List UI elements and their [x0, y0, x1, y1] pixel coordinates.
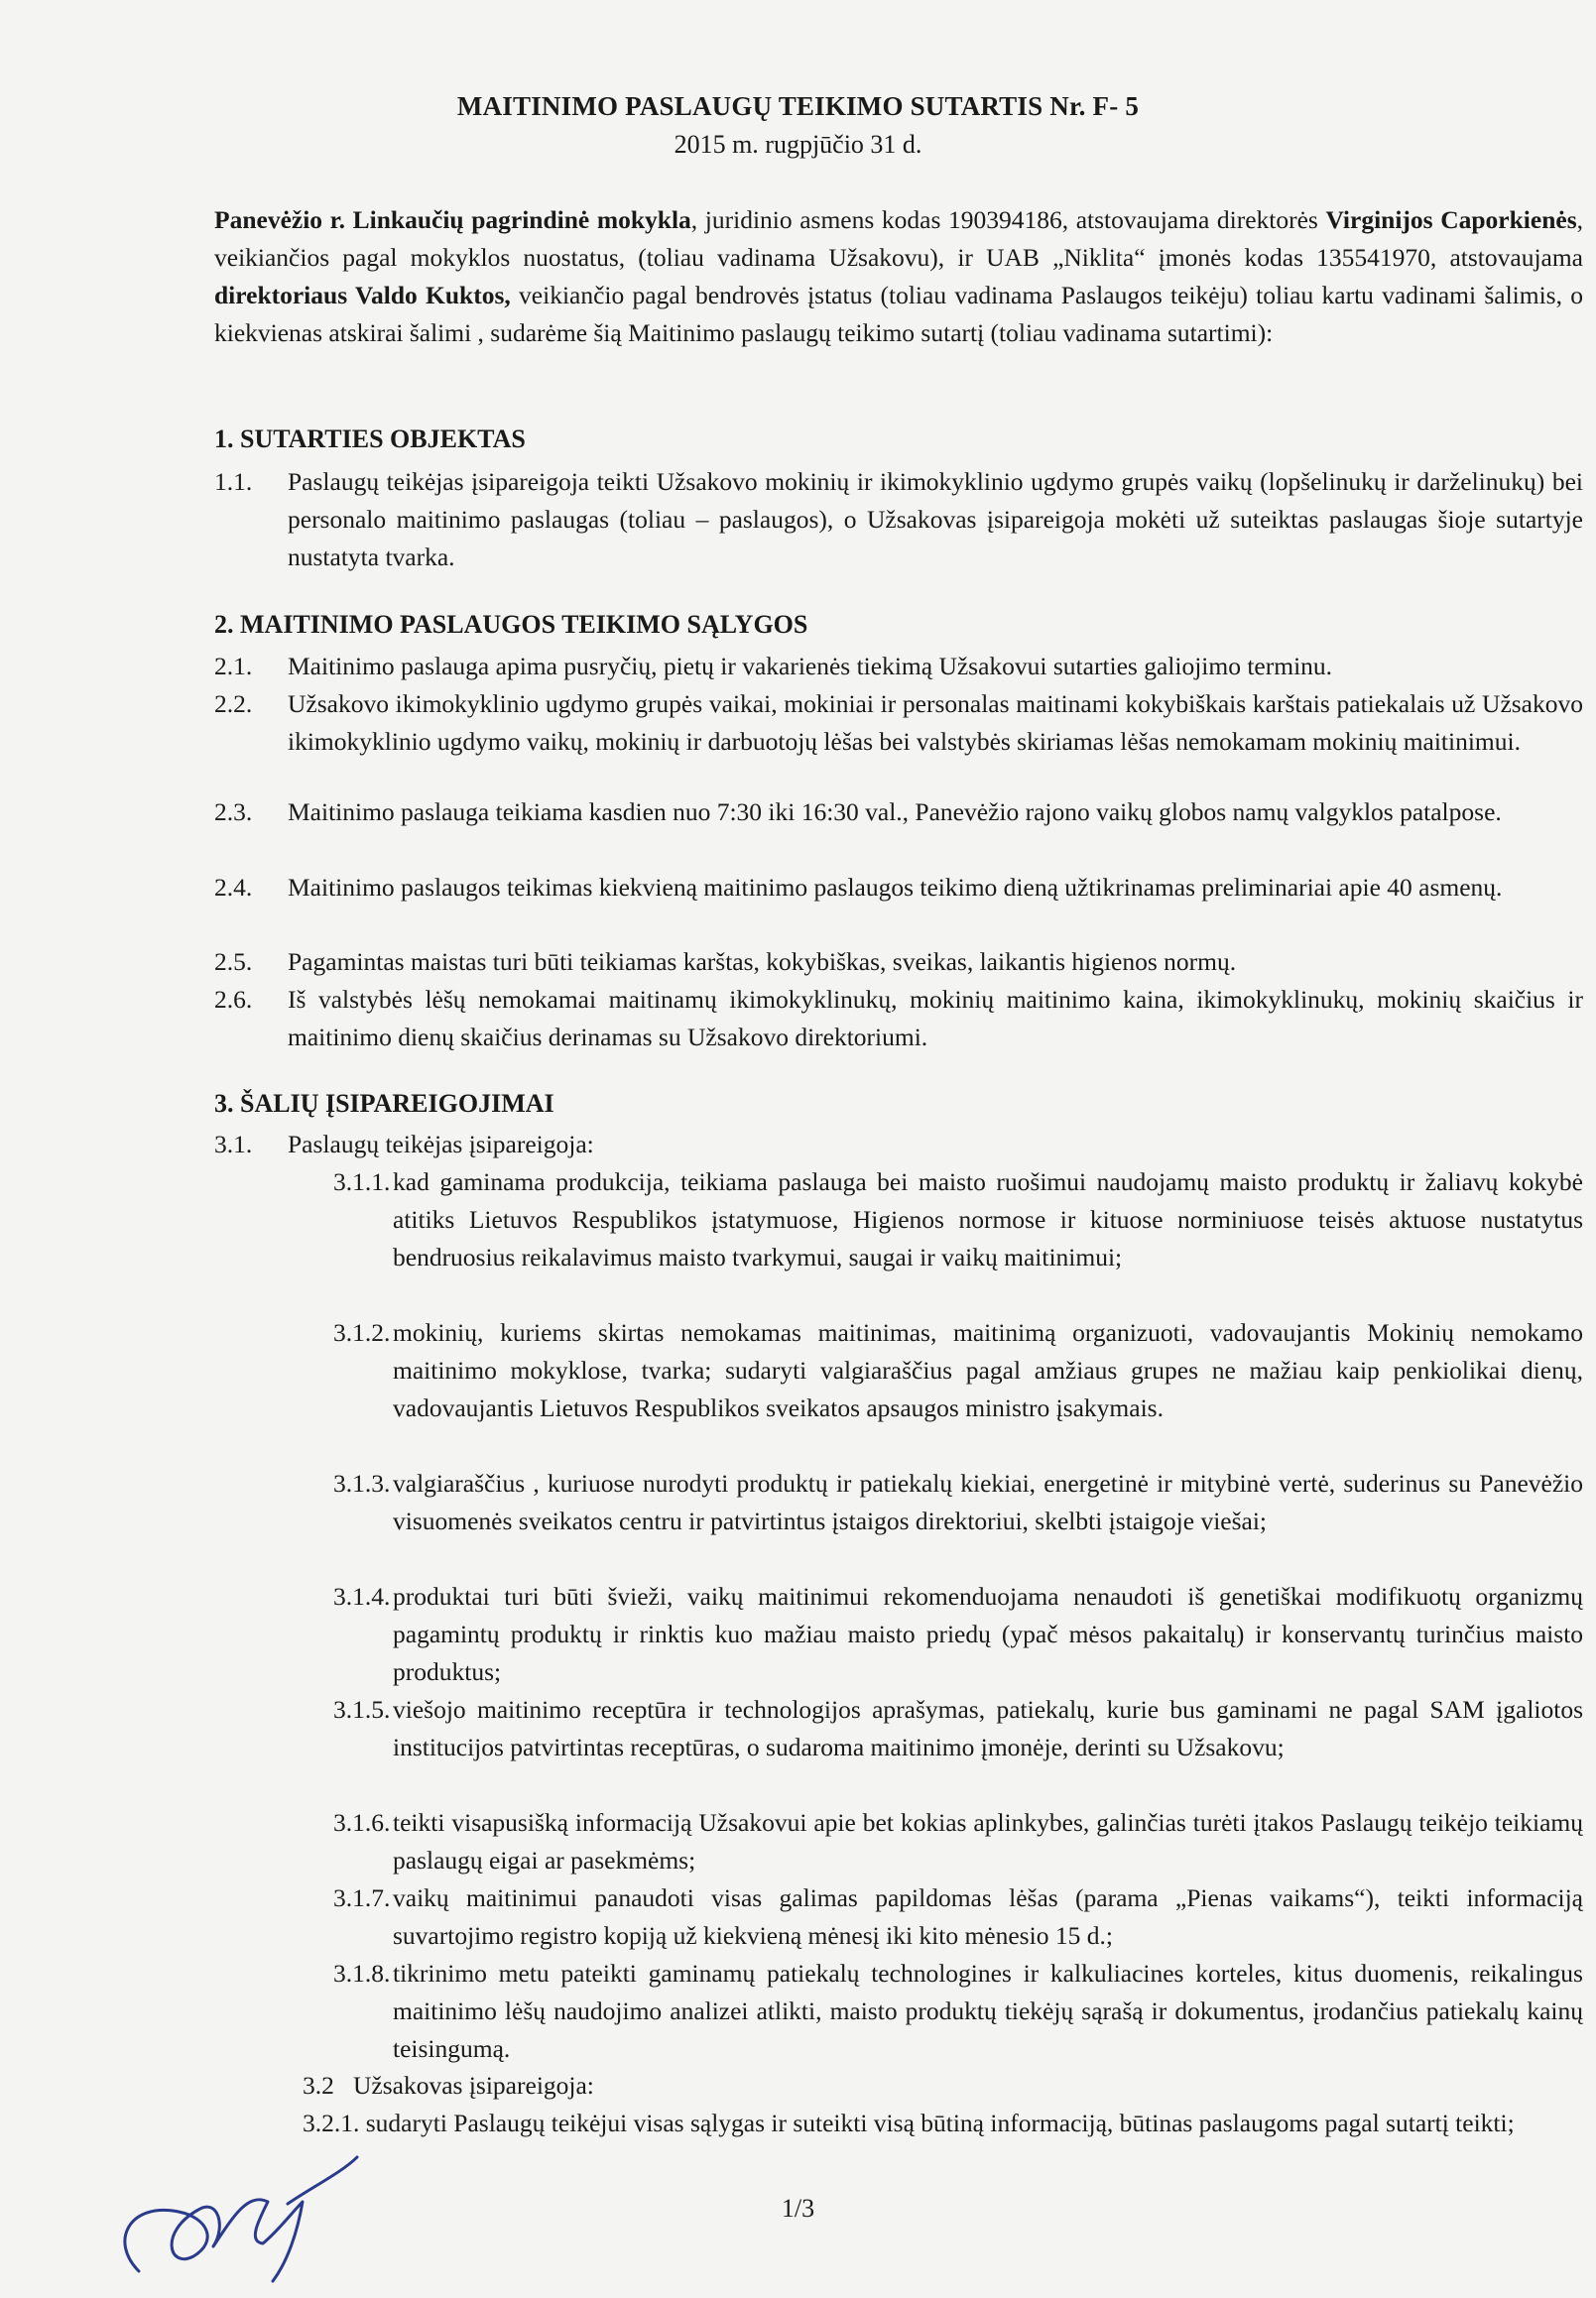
clause-text: Užsakovo ikimokyklinio ugdymo grupės vaikai, mokiniai ir personalas maitinami kokybiškais karštais patiekalais už Užsakovo ikimokyklinio ugdymo vaikų, mokinių ir darbuotojų lėšas bei valstybės skiriamas lėšas nemokamam mokinių maitinimui. [288, 689, 1583, 756]
clause-text: Iš valstybės lėšų nemokamai maitinamų ikimokyklinukų, mokinių maitinimo kaina, ikimokyklinukų, mokinių skaičius ir maitinimo dienų skaičius derinamas su Užsakovo direktoriumi. [288, 985, 1583, 1051]
clause-text: mokinių, kuriems skirtas nemokamas maitinimas, maitinimą organizuoti, vadovaujantis Mokinių nemokamo maitinimo mokyklose, tvarka; sudaryti valgiaraščius pagal amžiaus grupes ne mažiau kaip penkiolikai dienų, vadovaujantis Lietuvos Respublikos sveikatos apsaugos ministro įsakymais. [393, 1318, 1583, 1422]
section-3-heading: 3. ŠALIŲ ĮSIPAREIGOJIMAI [214, 1089, 554, 1118]
director2-name: direktoriaus Valdo Kuktos, [214, 281, 511, 309]
clause-number: 3.1.2. [333, 1318, 391, 1347]
clause-2-2 [214, 685, 1583, 761]
clause-text: valgiaraščius , kuriuose nurodyti produktų ir patiekalų kiekiai, energetinė ir mitybinė vertė, suderinus su Panevėžio visuomenės sveikatos centru ir patvirtintus įstaigos direktoriui, skelbti įstaigoje viešai; [393, 1469, 1583, 1535]
clause-3-1-6 [333, 1804, 1583, 1879]
clause-3-2 [303, 2067, 1552, 2105]
document-header [0, 91, 1596, 160]
intro-paragraph [214, 201, 1583, 352]
intro-text-3: veikiančio pagal bendrovės įstatus (toliau vadinama Paslaugos teikėju) toliau kartu vadinami šalimis, o kiekvienas atskirai šalimi , sudarėme šią Maitinimo paslaugų teikimo sutartį (toliau vadinama sutartimi): [214, 281, 1583, 347]
clause-number: 3.1.4. [333, 1582, 391, 1611]
clause-number: 3.1.5. [333, 1695, 391, 1724]
clause-3-1-8 [333, 1955, 1583, 2068]
party1-name: Panevėžio r. Linkaučių pagrindinė mokykla [214, 205, 691, 234]
section-1-heading: 1. SUTARTIES OBJEKTAS [214, 424, 526, 453]
clause-2-5 [214, 943, 1583, 981]
clause-text: produktai turi būti švieži, vaikų maitinimui rekomenduojama nenaudoti iš genetiškai modifikuotų organizmų pagamintų produktų ir rinktis kuo mažiau maisto priedų (ypač mėsos pakaitalų) ir konservantų turinčius maisto produktus; [393, 1582, 1583, 1686]
director1-name: Virginijos Caporkienės [1325, 205, 1577, 234]
clause-number: 3.1.3. [333, 1469, 391, 1498]
clause-text: Užsakovas įsipareigoja: [353, 2071, 594, 2100]
clause-2-1 [214, 648, 1583, 685]
clause-3-1-4 [333, 1578, 1583, 1691]
clause-text: Pagamintas maistas turi būti teikiamas karštas, kokybiškas, sveikas, laikantis higienos normų. [288, 947, 1237, 976]
clause-3-1-2 [333, 1314, 1583, 1427]
clause-number: 3.2.1. [303, 2109, 360, 2137]
clause-text: Paslaugų teikėjas įsipareigoja: [288, 1130, 594, 1158]
clause-number: 2.2. [214, 689, 253, 718]
clause-3-1-7 [333, 1879, 1583, 1955]
clause-3-2-1 [303, 2105, 1533, 2142]
clause-text: Paslaugų teikėjas įsipareigoja teikti Užsakovo mokinių ir ikimokyklinio ugdymo grupės vaikų (lopšelinukų ir darželinukų) bei personalo maitinimo paslaugas (toliau – paslaugos), o Užsakovas įsipareigoja mokėti už suteiktas paslaugas šioje sutartyje nustatyta tvarka. [288, 467, 1583, 571]
clause-2-6 [214, 981, 1583, 1056]
clause-text: Maitinimo paslauga apima pusryčių, pietų ir vakarienės tiekimą Užsakovui sutarties galiojimo terminu. [288, 652, 1333, 680]
clause-3-1 [214, 1126, 1583, 1163]
clause-number: 3.1.1. [333, 1167, 391, 1196]
clause-number: 1.1. [214, 467, 253, 496]
clause-2-4 [214, 869, 1583, 907]
clause-number: 3.1.6. [333, 1808, 391, 1837]
clause-text: tikrinimo metu pateikti gaminamų patiekalų technologines ir kalkuliacines korteles, kitus duomenis, reikalingus maitinimo lėšų naudojimo analizei atlikti, maisto produktų tiekėjų sąrašą ir dokumentus, įrodančius patiekalų kainų teisingumą. [393, 1959, 1583, 2063]
clause-text: viešojo maitinimo receptūra ir technologijos aprašymas, patiekalų, kurie bus gaminami ne pagal SAM įgaliotos institucijos patvirtintas receptūras, o sudaroma maitinimo įmonėje, derinti su Užsakovu; [393, 1695, 1583, 1761]
clause-number: 2.5. [214, 947, 253, 976]
clause-number: 2.6. [214, 985, 253, 1014]
clause-3-1-1 [333, 1163, 1583, 1276]
clause-number: 3.1.8. [333, 1959, 391, 1988]
clause-3-1-5 [333, 1691, 1583, 1766]
document-title: MAITINIMO PASLAUGŲ TEIKIMO SUTARTIS Nr. F- 5 [456, 91, 1140, 121]
clause-number: 3.1. [214, 1130, 253, 1158]
clause-1-1 [214, 463, 1583, 576]
clause-text: Maitinimo paslauga teikiama kasdien nuo 7:30 iki 16:30 val., Panevėžio rajono vaikų globos namų valgyklos patalpose. [288, 797, 1502, 826]
page-number: 1/3 [781, 2194, 815, 2223]
clause-text: teikti visapusišką informaciją Užsakovui apie bet kokias aplinkybes, galinčias turėti įtakos Paslaugų teikėjo teikiamų paslaugų eigai ar pasekmėms; [393, 1808, 1583, 1875]
clause-3-1-3 [333, 1465, 1583, 1540]
clause-number: 2.3. [214, 797, 253, 826]
clause-text: kad gaminama produkcija, teikiama paslauga bei maisto ruošimui naudojamų maisto produktų ir žaliavų kokybė atitiks Lietuvos Respublikos įstatymuose, Higienos normose ir kituose norminiuose teisės aktuose nustatytus bendruosius reikalavimus maisto tvarkymui, saugai ir vaikų maitinimui; [393, 1167, 1583, 1271]
clause-number: 2.1. [214, 652, 253, 680]
section-2-heading: 2. MAITINIMO PASLAUGOS TEIKIMO SĄLYGOS [214, 610, 808, 639]
clause-number: 3.1.7. [333, 1883, 391, 1912]
clause-2-3 [214, 793, 1583, 831]
intro-text-1: , juridinio asmens kodas 190394186, atstovaujama direktorės [690, 205, 1326, 234]
clause-text: vaikų maitinimui panaudoti visas galimas papildomas lėšas (parama „Pienas vaikams“), teikti informaciją suvartojimo registro kopiją už kiekvieną mėnesį iki kito mėnesio 15 d.; [393, 1883, 1583, 1950]
document-date: 2015 m. rugpjūčio 31 d. [674, 130, 922, 159]
clause-text: Maitinimo paslaugos teikimas kiekvieną maitinimo paslaugos teikimo dieną užtikrinamas preliminariai apie 40 asmenų. [288, 873, 1503, 902]
intro-text-2: , veikiančios pagal mokyklos nuostatus, (toliau vadinama Užsakovu), ir UAB „Niklita“ įmonės kodas 135541970, atstovaujama [214, 205, 1583, 272]
clause-text: sudaryti Paslaugų teikėjui visas sąlygas ir suteikti visą būtiną informaciją, būtinas paslaugoms pagal sutartį teikti; [365, 2109, 1515, 2137]
clause-number: 2.4. [214, 873, 253, 902]
clause-number: 3.2 [303, 2071, 334, 2100]
